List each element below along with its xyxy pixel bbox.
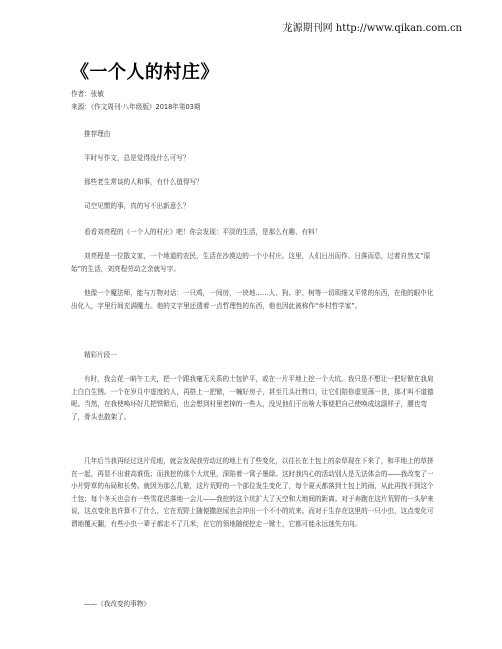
section-heading-recommend: 推荐理由	[84, 130, 111, 138]
paragraph: 有时，我会花一晌午工夫，把一个跟我毫无关系的土包铲平，或在一片平地上挖一个大坑。我只是不想让一把好锨在我肩上白白生锈。一个在岁月中虚度的人，再搭上一把锨，一幢好房子，甚至几头壮牲口，让它们陪你虚晃荡一世，那才叫不道德呢。当然，在我使唤坏好几把铁锨后，也会想到村里老掉的一些人，没见他们干出啥大事便把自己使唤成这副样子，腰也弯了，骨头也散架了。	[71, 375, 434, 421]
paragraph: 那些老生常谈的人和事，有什么值得写？	[84, 178, 203, 186]
paragraph: 平时写作文，总是觉得没什么可写？	[84, 154, 190, 162]
site-header: 龙源期刊网 http://www.qikan.com.cn	[282, 23, 462, 34]
article-title: 《一个人的村庄》	[71, 62, 219, 83]
paragraph: 几年后当我再经过这片荒地，就会发现我劳动过的地上有了些变化，以往长在土包上的杂草现在下来了，和平地上的草挤在一起，再显不出谁高谁低；而我挖的那个大坑里，深陷着一窝子墨绿。这时我内心的活动别人是无法体会的——我改变了一小片野草的布局和长势。就因为那么几锨，这片荒野的一个部位发生变化了，每个夏天都落到土包上的雨，从此再找不到这个土包；每个冬天也会有一些雪花迟落地一会儿——我挖的这个坑扩大了天空和大地间的距离。对于奔跑在这片荒野的一头驴来说，这点变化也许算不了什么，它在荒野上随便撒泡尿也会冲出一个不小的坑来。而对于生存在这里的一只小虫，这点变化可谓地覆天翻，有些小虫一辈子都走不了几米，在它的领地随便挖走一锨土，它都可能永远迷失方向。	[71, 457, 434, 528]
paragraph: 他像一个魔法师，能与万物对话：一只鸡，一间房，一块地……人、狗、驴、树等一切琐细又平常的东西，在他的眼中化出化入，字里行间充满魔力。他的文字里还透着一点哲理性的东西，他也因此被称作“乡村哲学家”。	[71, 289, 434, 310]
paragraph: 看看刘亮程的《一个人的村庄》吧！你会发现：平淡的生活，是那么有趣、有料！	[84, 228, 322, 236]
section-heading-excerpt: 精彩片段一	[84, 351, 117, 359]
paragraph: 刘亮程是一位散文家，一个地道的农民，生活在沙漠边的一个小村庄。这里，人们日出而作、日落而息，过着自然又“原始”的生活，刘亮程劳动之余就写字。	[71, 252, 431, 273]
excerpt-source: ——《我改变的事物》	[84, 600, 150, 608]
paragraph: 司空见惯的事，真的写不出新意么？	[84, 202, 190, 210]
source-line: 来源：《作文周刊·八年级版》2018年第03期	[71, 103, 201, 111]
author-line: 作者：张敏	[71, 90, 104, 98]
